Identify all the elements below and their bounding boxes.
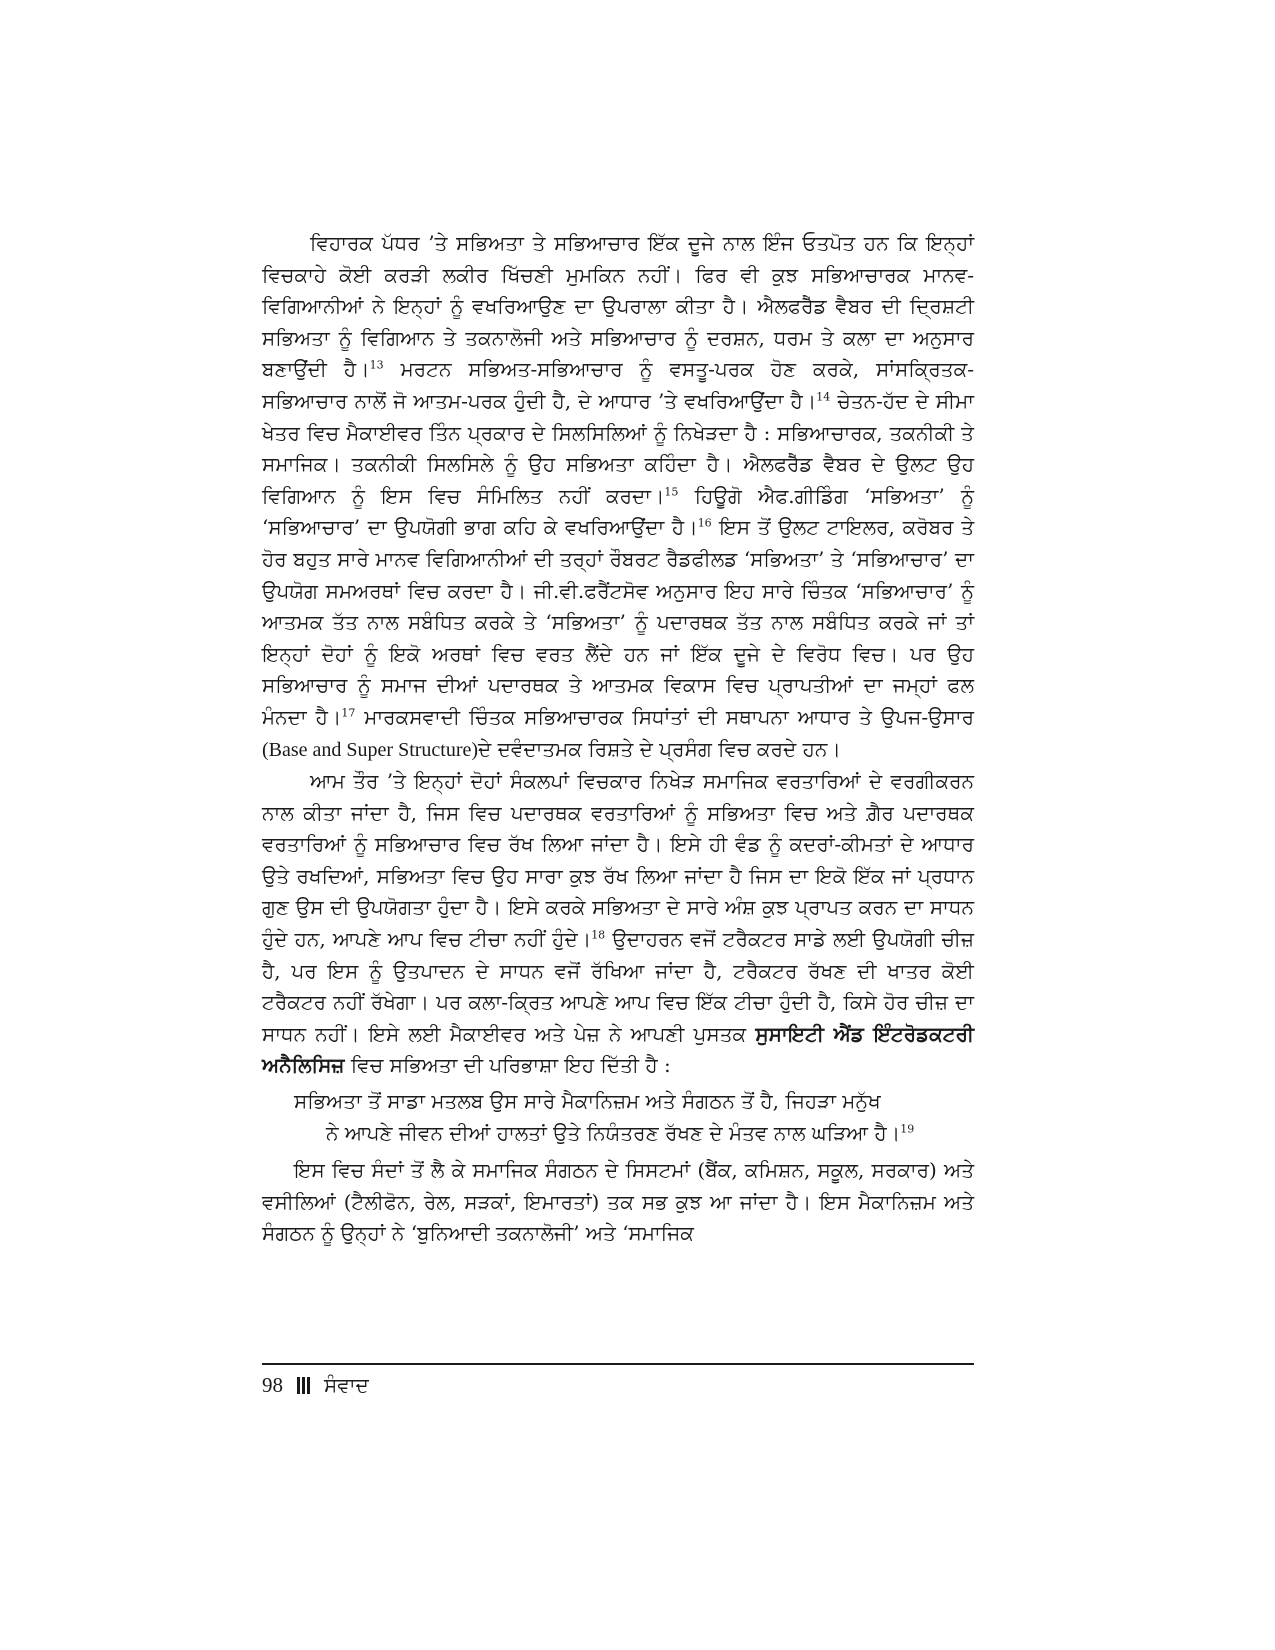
journal-bars-icon	[297, 1376, 310, 1394]
page-footer	[262, 1370, 369, 1400]
book-title: ਸੁਸਾਇਟੀ ਐਂਡ ਇੰਟਰੋਡਕਟਰੀ ਅਨੈਲਿਸਿਜ਼	[262, 1021, 974, 1078]
block-quote	[262, 1086, 974, 1149]
paragraph-3: ਇਸ ਵਿਚ ਸੰਦਾਂ ਤੋਂ ਲੈ ਕੇ ਸਮਾਜਿਕ ਸੰਗਠਨ ਦੇ ਸਿਸਟਮਾਂ (ਬੈਂਕ, ਕਮਿਸ਼ਨ, ਸਕੂਲ, ਸਰਕਾਰ) ਅਤੇ ਵਸੀਲਿਆਂ (ਟੈਲੀਫੋਨ, ਰੇਲ, ਸੜਕਾਂ, ਇਮਾਰਤਾਂ) ਤਕ ਸਭ ਕੁਝ ਆ ਜਾਂਦਾ ਹੈ। ਇਸ ਮੈਕਾਨਿਜ਼ਮ ਅਤੇ ਸੰਗਠਨ ਨੂੰ ਉਨ੍ਹਾਂ ਨੇ ‘ਬੁਨਿਆਦੀ ਤਕਨਾਲੋਜੀ’ ਅਤੇ ‘ਸਮਾਜਿਕ	[262, 1158, 974, 1246]
footnote-ref-19: 19	[900, 1121, 915, 1135]
footnote-ref-14: 14	[816, 390, 831, 404]
paragraph-2: ਆਮ ਤੌਰ ’ਤੇ ਇਨ੍ਹਾਂ ਦੋਹਾਂ ਸੰਕਲਪਾਂ ਵਿਚਕਾਰ ਨਿਖੇੜ ਸਮਾਜਿਕ ਵਰਤਾਰਿਆਂ ਦੇ ਵਰਗੀਕਰਨ ਨਾਲ ਕੀਤਾ ਜਾਂਦਾ ਹੈ, ਜਿਸ ਵਿਚ ਪਦਾਰਥਕ ਵਰਤਾਰਿਆਂ ਨੂੰ ਸਭਿਅਤਾ ਵਿਚ ਅਤੇ ਗ਼ੈਰ ਪਦਾਰਥਕ ਵਰਤਾਰਿਆਂ ਨੂੰ ਸਭਿਆਚਾਰ ਵਿਚ ਰੱਖ ਲਿਆ ਜਾਂਦਾ ਹੈ। ਇਸੇ ਹੀ ਵੰਡ ਨੂੰ ਕਦਰਾਂ-ਕੀਮਤਾਂ ਦੇ ਆਧਾਰ ਉਤੇ ਰਖਦਿਆਂ, ਸਭਿਅਤਾ ਵਿਚ ਉਹ ਸਾਰਾ ਕੁਝ ਰੱਖ ਲਿਆ ਜਾਂਦਾ ਹੈ ਜਿਸ ਦਾ ਇਕੋ ਇੱਕ ਜਾਂ ਪ੍ਰਧਾਨ ਗੁਣ ਉਸ ਦੀ ਉਪਯੋਗਤਾ ਹੁੰਦਾ ਹੈ। ਇਸੇ ਕਰਕੇ ਸਭਿਅਤਾ ਦੇ ਸਾਰੇ ਅੰਸ਼ ਕੁਝ ਪ੍ਰਾਪਤ ਕਰਨ ਦਾ ਸਾਧਨ ਹੁੰਦੇ ਹਨ, ਆਪਣੇ ਆਪ ਵਿਚ ਟੀਚਾ ਨਹੀਂ ਹੁੰਦੇ।$^{18}$ ਉਦਾਹਰਨ ਵਜੋਂ ਟਰੈਕਟਰ ਸਾਡੇ ਲਈ ਉਪਯੋਗੀ ਚੀਜ਼ ਹੈ, ਪਰ ਇਸ ਨੂੰ ਉਤਪਾਦਨ ਦੇ ਸਾਧਨ ਵਜੋਂ ਰੱਖਿਆ ਜਾਂਦਾ ਹੈ, ਟਰੈਕਟਰ ਰੱਖਣ ਦੀ ਖਾਤਰ ਕੋਈ ਟਰੈਕਟਰ ਨਹੀਂ ਰੱਖੇਗਾ। ਪਰ ਕਲਾ-ਕ੍ਰਿਤ ਆਪਣੇ ਆਪ ਵਿਚ ਇੱਕ ਟੀਚਾ ਹੁੰਦੀ ਹੈ, ਕਿਸੇ ਹੋਰ ਚੀਜ਼ ਦਾ ਸਾਧਨ ਨਹੀਂ। ਇਸੇ ਲਈ ਮੈਕਾਈਵਰ ਅਤੇ ਪੇਜ਼ ਨੇ ਆਪਣੀ ਪੁਸਤਕ ਸੁਸਾਇਟੀ ਐਂਡ ਇੰਟਰੋਡਕਟਰੀ ਅਨੈਲਿਸਿਜ਼ ਵਿਚ ਸਭਿਅਤਾ ਦੀ ਪਰਿਭਾਸ਼ਾ ਇਹ ਦਿੱਤੀ ਹੈ :	[262, 769, 974, 1078]
footnote-ref-18: 18	[591, 928, 606, 942]
page-number: 98	[262, 1372, 283, 1397]
latin-term: (Base and Super Structure)	[262, 738, 479, 761]
journal-name: ਸੰਵਾਦ	[324, 1373, 369, 1397]
footnote-ref-16: 16	[697, 516, 712, 530]
quote-line-2: ਨੇ ਆਪਣੇ ਜੀਵਨ ਦੀਆਂ ਹਾਲਤਾਂ ਉਤੇ ਨਿਯੰਤਰਣ ਰੱਖਣ ਦੇ ਮੰਤਵ ਨਾਲ ਘੜਿਆ ਹੈ।$^{19}$	[326, 1120, 915, 1145]
footnote-ref-13: 13	[369, 358, 384, 372]
paragraph-1: ਵਿਹਾਰਕ ਪੱਧਰ ’ਤੇ ਸਭਿਅਤਾ ਤੇ ਸਭਿਆਚਾਰ ਇੱਕ ਦੂਜੇ ਨਾਲ ਇੰਜ ਓਤਪੋਤ ਹਨ ਕਿ ਇਨ੍ਹਾਂ ਵਿਚਕਾਹੇ ਕੋਈ ਕਰੜੀ ਲਕੀਰ ਖਿੱਚਣੀ ਮੁਮਕਿਨ ਨਹੀਂ। ਫਿਰ ਵੀ ਕੁਝ ਸਭਿਆਚਾਰਕ ਮਾਨਵ-ਵਿਗਿਆਨੀਆਂ ਨੇ ਇਨ੍ਹਾਂ ਨੂੰ ਵਖਰਿਆਉਣ ਦਾ ਉਪਰਾਲਾ ਕੀਤਾ ਹੈ। ਐਲਫਰੈੱਡ ਵੈਬਰ ਦੀ ਦ੍ਰਿਸ਼ਟੀ ਸਭਿਅਤਾ ਨੂੰ ਵਿਗਿਆਨ ਤੇ ਤਕਨਾਲੋਜੀ ਅਤੇ ਸਭਿਆਚਾਰ ਨੂੰ ਦਰਸ਼ਨ, ਧਰਮ ਤੇ ਕਲਾ ਦਾ ਅਨੁਸਾਰ ਬਣਾਉਂਦੀ ਹੈ।$^{13}$ ਮਰਟਨ ਸਭਿਅਤ-ਸਭਿਆਚਾਰ ਨੂੰ ਵਸਤੂ-ਪਰਕ ਹੋਣ ਕਰਕੇ, ਸਾਂਸਕ੍ਰਿਤਕ-ਸਭਿਆਚਾਰ ਨਾਲੋਂ ਜੋ ਆਤਮ-ਪਰਕ ਹੁੰਦੀ ਹੈ, ਦੇ ਆਧਾਰ ’ਤੇ ਵਖਰਿਆਉਂਦਾ ਹੈ।$^{14}$ ਚੇਤਨ-ਹੱਦ ਦੇ ਸੀਮਾ ਖੇਤਰ ਵਿਚ ਮੈਕਾਈਵਰ ਤਿੰਨ ਪ੍ਰਕਾਰ ਦੇ ਸਿਲਸਿਲਿਆਂ ਨੂੰ ਨਿਖੇੜਦਾ ਹੈ : ਸਭਿਆਚਾਰਕ, ਤਕਨੀਕੀ ਤੇ ਸਮਾਜਿਕ। ਤਕਨੀਕੀ ਸਿਲਸਿਲੇ ਨੂੰ ਉਹ ਸਭਿਅਤਾ ਕਹਿੰਦਾ ਹੈ। ਐਲਫਰੈੱਡ ਵੈਬਰ ਦੇ ਉਲਟ ਉਹ ਵਿਗਿਆਨ ਨੂੰ ਇਸ ਵਿਚ ਸੰਮਿਲਿਤ ਨਹੀਂ ਕਰਦਾ।$^{15}$ ਹਿਊਗੋ ਐਫ.ਗੀਡਿੰਗ ‘ਸਭਿਅਤਾ’ ਨੂੰ ‘ਸਭਿਆਚਾਰ’ ਦਾ ਉਪਯੋਗੀ ਭਾਗ ਕਹਿ ਕੇ ਵਖਰਿਆਉਂਦਾ ਹੈ।$^{16}$ ਇਸ ਤੋਂ ਉਲਟ ਟਾਇਲਰ, ਕਰੋਬਰ ਤੇ ਹੋਰ ਬਹੁਤ ਸਾਰੇ ਮਾਨਵ ਵਿਗਿਆਨੀਆਂ ਦੀ ਤਰ੍ਹਾਂ ਰੌਬਰਟ ਰੈਡਫੀਲਡ ‘ਸਭਿਅਤਾ’ ਤੇ ‘ਸਭਿਆਚਾਰ’ ਦਾ ਉਪਯੋਗ ਸਮਅਰਥਾਂ ਵਿਚ ਕਰਦਾ ਹੈ। ਜੀ.ਵੀ.ਫਰੈਂਟਸੋਵ ਅਨੁਸਾਰ ਇਹ ਸਾਰੇ ਚਿੰਤਕ ‘ਸਭਿਆਚਾਰ’ ਨੂੰ ਆਤਮਕ ਤੱਤ ਨਾਲ ਸਬੰਧਿਤ ਕਰਕੇ ਤੇ ‘ਸਭਿਅਤਾ’ ਨੂੰ ਪਦਾਰਥਕ ਤੱਤ ਨਾਲ ਸਬੰਧਿਤ ਕਰਕੇ ਜਾਂ ਤਾਂ ਇਨ੍ਹਾਂ ਦੋਹਾਂ ਨੂੰ ਇਕੋ ਅਰਥਾਂ ਵਿਚ ਵਰਤ ਲੈਂਦੇ ਹਨ ਜਾਂ ਇੱਕ ਦੂਜੇ ਦੇ ਵਿਰੋਧ ਵਿਚ। ਪਰ ਉਹ ਸਭਿਆਚਾਰ ਨੂੰ ਸਮਾਜ ਦੀਆਂ ਪਦਾਰਥਕ ਤੇ ਆਤਮਕ ਵਿਕਾਸ ਵਿਚ ਪ੍ਰਾਪਤੀਆਂ ਦਾ ਜਮ੍ਹਾਂ ਫਲ ਮੰਨਦਾ ਹੈ।$^{17}$ ਮਾਰਕਸਵਾਦੀ ਚਿੰਤਕ ਸਭਿਆਚਾਰਕ ਸਿਧਾਂਤਾਂ ਦੀ ਸਥਾਪਨਾ ਆਧਾਰ ਤੇ ਉਪਜ-ਉਸਾਰ (Base and Super Structure)ਦੇ ਦਵੰਦਾਤਮਕ ਰਿਸ਼ਤੇ ਦੇ ਪ੍ਰਸੰਗ ਵਿਚ ਕਰਦੇ ਹਨ।	[262, 231, 974, 761]
document-body	[262, 228, 974, 1250]
footnote-ref-17: 17	[341, 706, 356, 720]
footnote-ref-15: 15	[664, 485, 679, 499]
quote-line-1: ਸਭਿਅਤਾ ਤੋਂ ਸਾਡਾ ਮਤਲਬ ਉਸ ਸਾਰੇ ਮੈਕਾਨਿਜ਼ਮ ਅਤੇ ਸੰਗਠਨ ਤੋਂ ਹੈ, ਜਿਹੜਾ ਮਨੁੱਖ	[294, 1089, 881, 1114]
footer-rule	[262, 1363, 974, 1365]
